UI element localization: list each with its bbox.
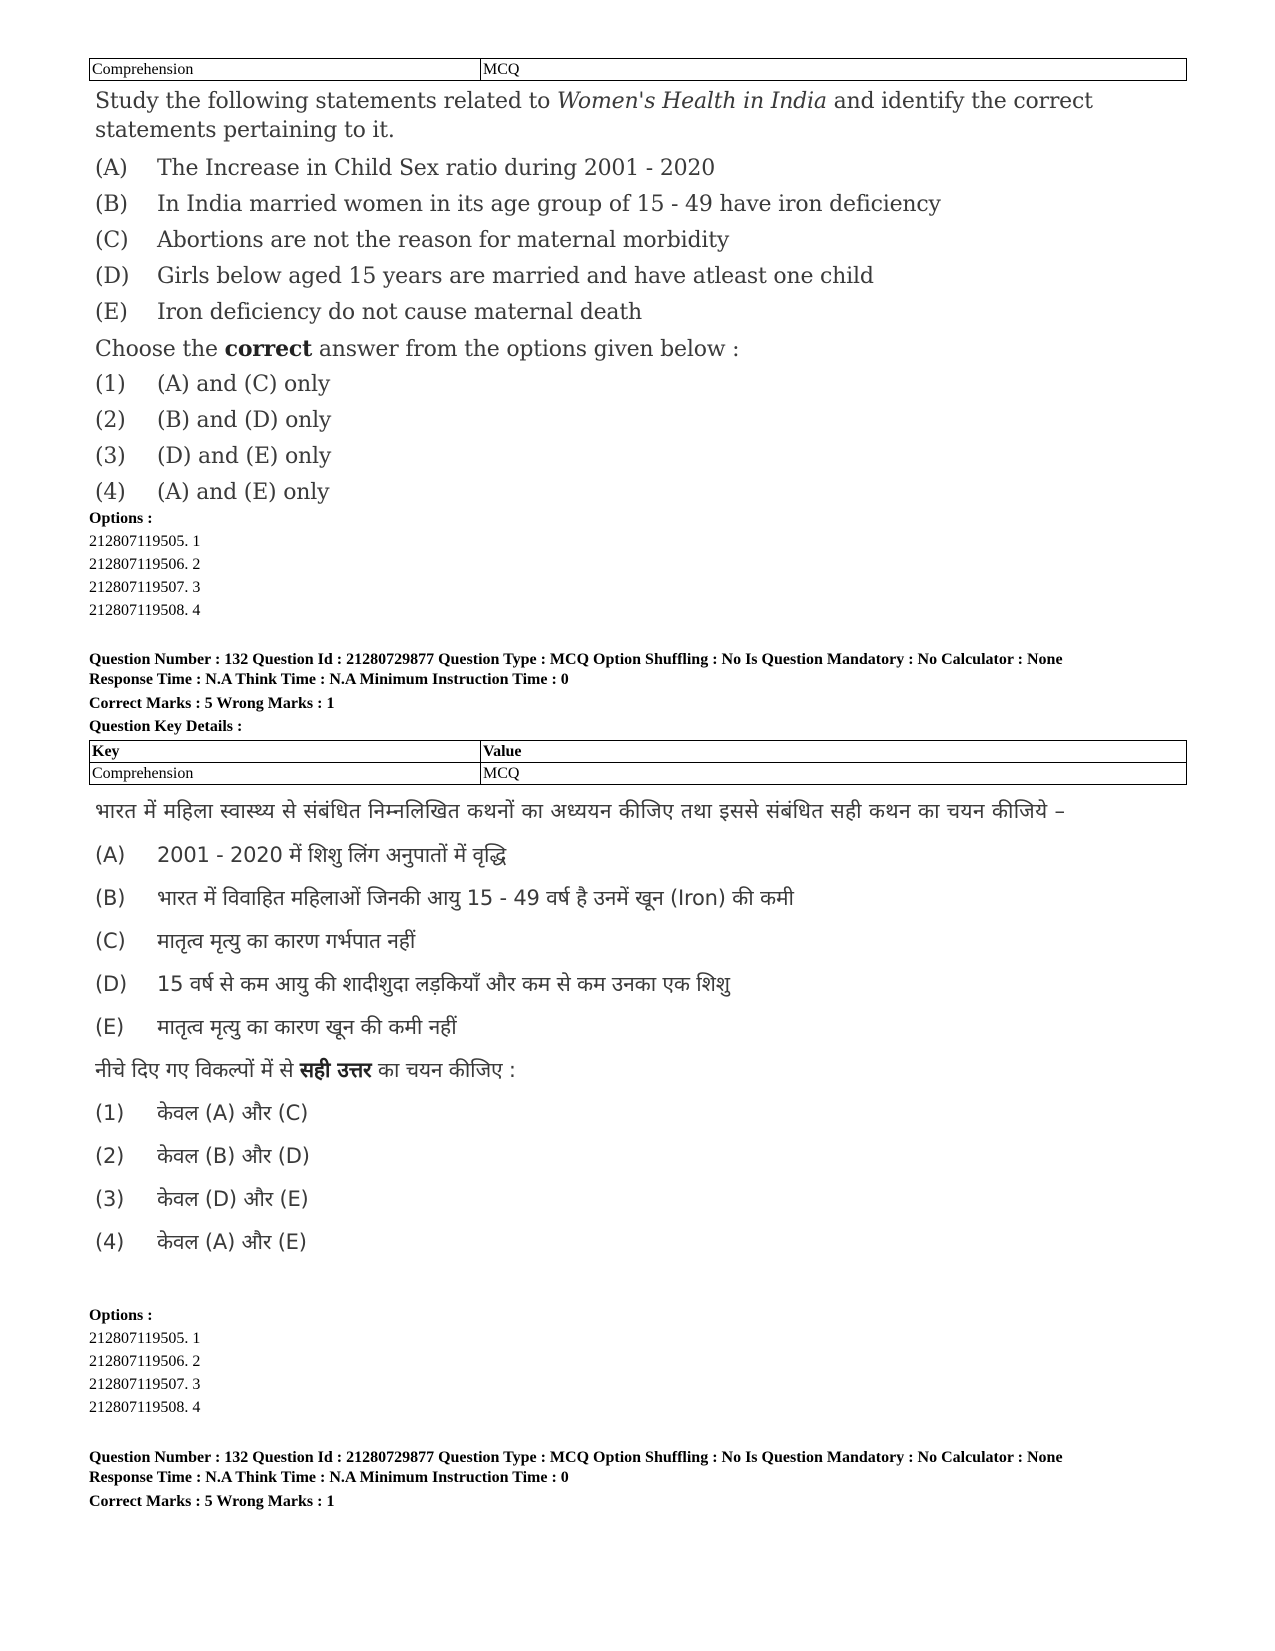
answer-choice bbox=[95, 1221, 1205, 1264]
choice-label: (3) bbox=[95, 444, 126, 469]
options-heading: Options : bbox=[89, 1307, 153, 1324]
answer-choice bbox=[95, 1178, 1205, 1221]
option-item: 212807119506. 2 bbox=[89, 1353, 201, 1370]
question-intro bbox=[95, 87, 1205, 145]
question-english bbox=[95, 87, 1205, 511]
statement bbox=[95, 151, 1205, 187]
option-item: 212807119505. 1 bbox=[89, 533, 201, 550]
choose-instruction bbox=[95, 1049, 1205, 1092]
table-cell-value: MCQ bbox=[481, 763, 1187, 785]
statement-label: (A) bbox=[95, 156, 128, 181]
choice-label: (2) bbox=[95, 1144, 125, 1168]
choice-text: (D) and (E) only bbox=[157, 444, 332, 469]
question-key-table bbox=[89, 740, 1187, 785]
statement bbox=[95, 834, 1205, 877]
intro-text-end: and identify the correct statements pertaining to it. bbox=[95, 89, 1093, 143]
statement-text: In India married women in its age group of 15 - 49 have iron deficiency bbox=[157, 192, 941, 217]
table-row bbox=[90, 59, 1187, 81]
choice-text: (B) and (D) only bbox=[157, 408, 332, 433]
statement bbox=[95, 920, 1205, 963]
question-hindi bbox=[95, 792, 1205, 1264]
statement bbox=[95, 223, 1205, 259]
answer-choice bbox=[95, 367, 1205, 403]
statement-label: (D) bbox=[95, 972, 127, 996]
statement-label: (D) bbox=[95, 264, 130, 289]
table-cell-key: Comprehension bbox=[90, 763, 481, 785]
choice-label: (4) bbox=[95, 1230, 125, 1254]
option-item: 212807119506. 2 bbox=[89, 556, 201, 573]
answer-choice bbox=[95, 1092, 1205, 1135]
statement bbox=[95, 963, 1205, 1006]
meta-line: Question Number : 132 Question Id : 21280729877 Question Type : MCQ Option Shuffling : No Is Question Mandatory : No Calculator : None bbox=[89, 651, 1063, 668]
table-row bbox=[90, 763, 1187, 785]
option-item: 212807119508. 4 bbox=[89, 1399, 201, 1416]
statement-text: 15 वर्ष से कम आयु की शादीशुदा लड़कियाँ और कम से कम उनका एक शिशु bbox=[157, 972, 730, 996]
statement-text: Abortions are not the reason for maternal morbidity bbox=[157, 228, 730, 253]
choice-label: (3) bbox=[95, 1187, 125, 1211]
question-meta bbox=[89, 1448, 1063, 1513]
meta-line: Correct Marks : 5 Wrong Marks : 1 bbox=[89, 695, 335, 712]
options-heading: Options : bbox=[89, 510, 153, 527]
statement-text: Girls below aged 15 years are married and have atleast one child bbox=[157, 264, 874, 289]
statement-text: Iron deficiency do not cause maternal death bbox=[157, 300, 642, 325]
meta-line: Response Time : N.A Think Time : N.A Minimum Instruction Time : 0 bbox=[89, 671, 569, 688]
table-header-row bbox=[90, 741, 1187, 763]
choice-label: (4) bbox=[95, 480, 126, 505]
statement-label: (B) bbox=[95, 886, 126, 910]
choose-text-end: का चयन कीजिए : bbox=[371, 1058, 516, 1082]
statement-text: भारत में विवाहित महिलाओं जिनकी आयु 15 - 49 वर्ष है उनमें खून (Iron) की कमी bbox=[157, 886, 794, 910]
answer-choice bbox=[95, 403, 1205, 439]
choice-text: केवल (B) और (D) bbox=[157, 1144, 310, 1168]
options-list bbox=[89, 507, 200, 622]
choose-instruction bbox=[95, 331, 1205, 367]
statement-text: 2001 - 2020 में शिशु लिंग अनुपातों में वृद्धि bbox=[157, 843, 507, 867]
statement-label: (C) bbox=[95, 929, 126, 953]
meta-line: Correct Marks : 5 Wrong Marks : 1 bbox=[89, 1493, 335, 1510]
statement bbox=[95, 295, 1205, 331]
answer-choice bbox=[95, 475, 1205, 511]
statement-label: (A) bbox=[95, 843, 126, 867]
choice-label: (1) bbox=[95, 1101, 125, 1125]
table-header-key: Key bbox=[90, 741, 481, 763]
table-header-value: Value bbox=[481, 741, 1187, 763]
choose-bold: correct bbox=[224, 336, 313, 362]
choose-text: नीचे दिए गए विकल्पों में से bbox=[95, 1058, 300, 1082]
statement bbox=[95, 1006, 1205, 1049]
meta-line: Response Time : N.A Think Time : N.A Minimum Instruction Time : 0 bbox=[89, 1469, 569, 1486]
statement bbox=[95, 187, 1205, 223]
option-item: 212807119507. 3 bbox=[89, 1376, 201, 1393]
statement bbox=[95, 877, 1205, 920]
statement-text: मातृत्व मृत्यु का कारण गर्भपात नहीं bbox=[157, 929, 416, 953]
choice-label: (2) bbox=[95, 408, 126, 433]
statement-text: मातृत्व मृत्यु का कारण खून की कमी नहीं bbox=[157, 1015, 457, 1039]
meta-line: Question Key Details : bbox=[89, 718, 243, 735]
choice-text: केवल (A) और (E) bbox=[157, 1230, 307, 1254]
answer-choice bbox=[95, 439, 1205, 475]
choice-text: (A) and (C) only bbox=[157, 372, 331, 397]
statement-label: (E) bbox=[95, 1015, 125, 1039]
choose-bold: सही उत्तर bbox=[299, 1058, 372, 1082]
table-cell-key: Comprehension bbox=[90, 59, 481, 81]
statement-label: (B) bbox=[95, 192, 128, 217]
choice-label: (1) bbox=[95, 372, 126, 397]
meta-line: Question Number : 132 Question Id : 21280729877 Question Type : MCQ Option Shuffling : No Is Question Mandatory : No Calculator : None bbox=[89, 1449, 1063, 1466]
statement bbox=[95, 259, 1205, 295]
option-item: 212807119507. 3 bbox=[89, 579, 201, 596]
question-intro: भारत में महिला स्वास्थ्य से संबंधित निम्नलिखित कथनों का अध्ययन कीजिए तथा इससे संबंधित सही कथन का चयन कीजिये – bbox=[95, 799, 1066, 823]
choose-text: Choose the bbox=[95, 337, 225, 362]
choice-text: (A) and (E) only bbox=[157, 480, 330, 505]
option-item: 212807119508. 4 bbox=[89, 602, 201, 619]
choose-text-end: answer from the options given below : bbox=[312, 337, 740, 362]
choice-text: केवल (D) और (E) bbox=[157, 1187, 309, 1211]
intro-text: Study the following statements related to bbox=[95, 89, 558, 114]
statement-label: (E) bbox=[95, 300, 128, 325]
statement-text: The Increase in Child Sex ratio during 2001 - 2020 bbox=[157, 156, 716, 181]
option-item: 212807119505. 1 bbox=[89, 1330, 201, 1347]
question-meta bbox=[89, 650, 1063, 738]
choice-text: केवल (A) और (C) bbox=[157, 1101, 309, 1125]
intro-emphasis: Women's Health in India bbox=[557, 89, 827, 114]
table-cell-value: MCQ bbox=[481, 59, 1187, 81]
statement-label: (C) bbox=[95, 228, 129, 253]
options-list bbox=[89, 1304, 200, 1419]
top-key-table bbox=[89, 58, 1187, 81]
answer-choice bbox=[95, 1135, 1205, 1178]
